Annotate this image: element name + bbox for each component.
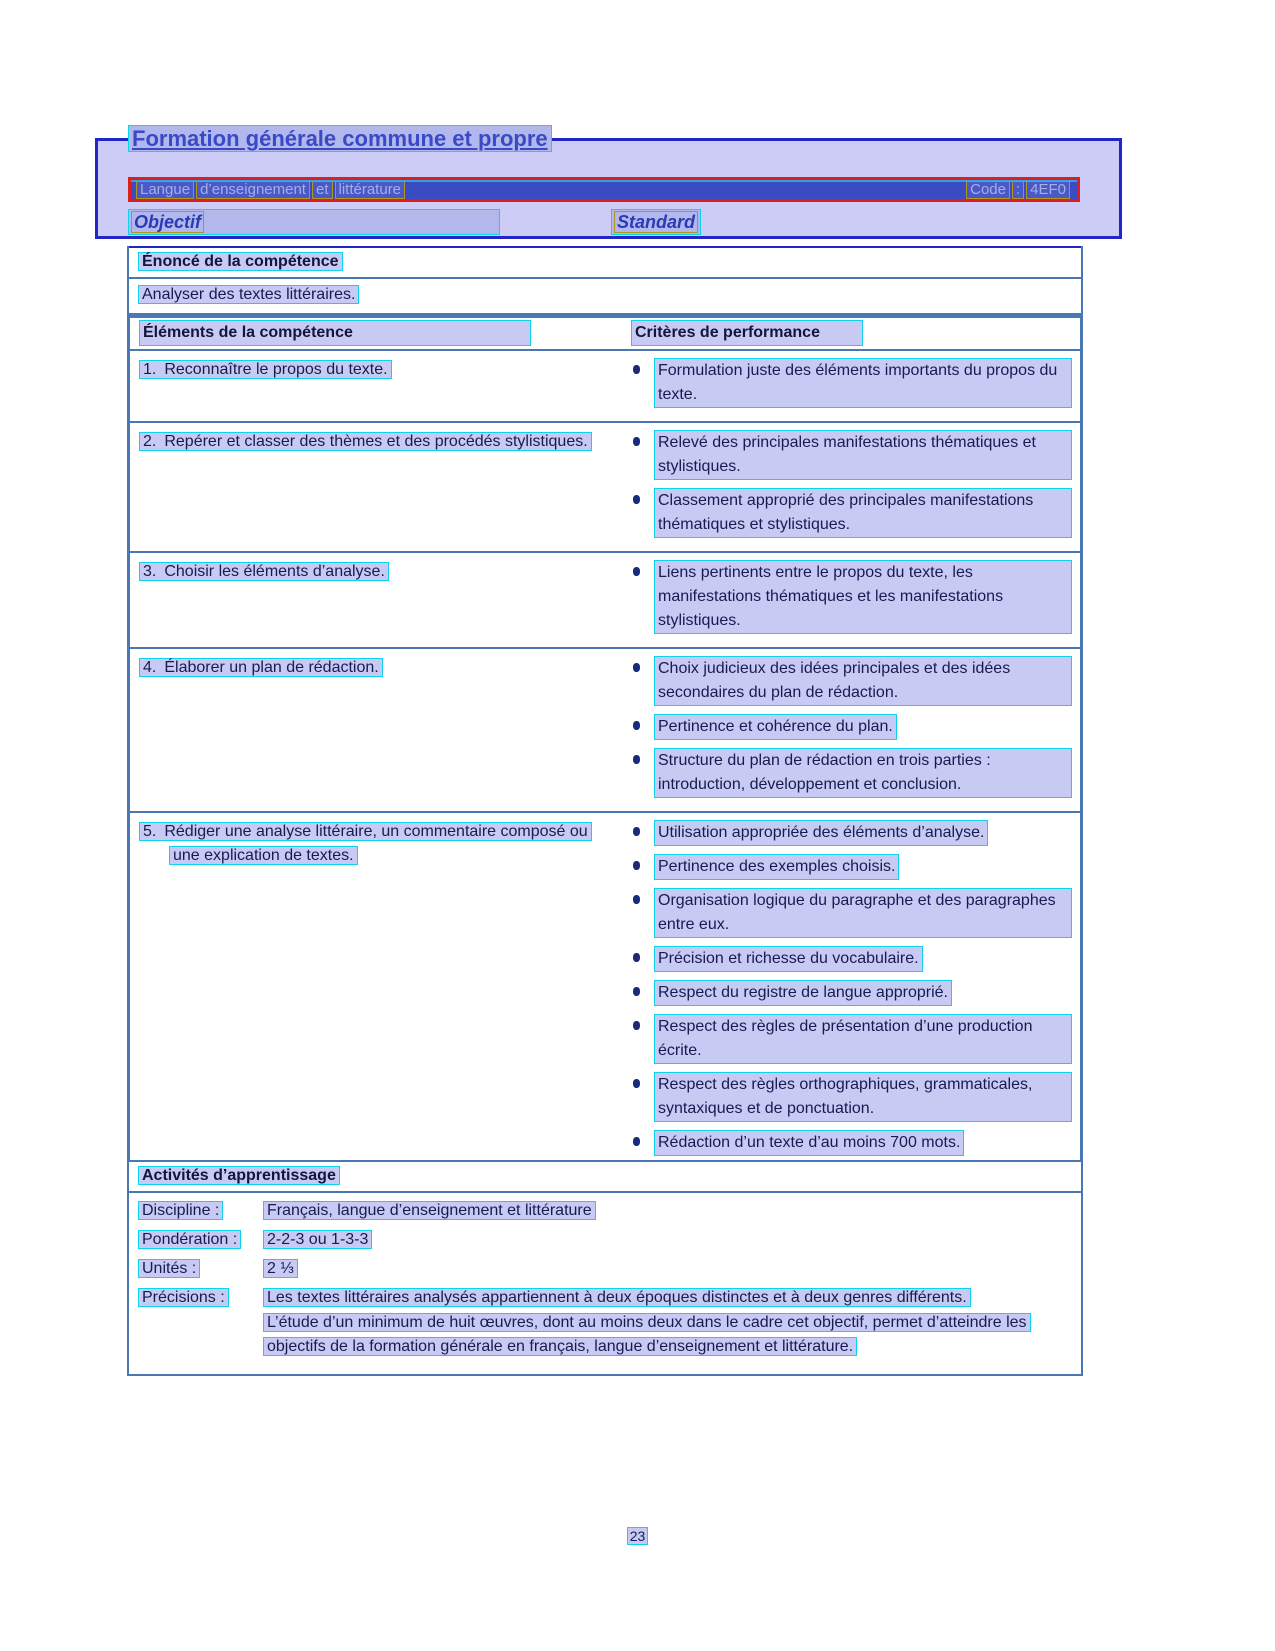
- bullet-icon: [633, 987, 640, 996]
- element-cell: [139, 430, 631, 538]
- enonce-header-row: [129, 246, 1081, 279]
- table-row: [130, 647, 1080, 811]
- table-row: [130, 351, 1080, 421]
- criterion-item: [631, 1130, 1072, 1156]
- competence-table: [127, 315, 1083, 1254]
- standard-cell: [611, 209, 701, 235]
- code-label: Code: [966, 181, 1010, 199]
- element-text: 5. Rédiger une analyse littéraire, un commentaire composé ou une explication de textes.: [139, 822, 592, 865]
- criterion-item: [631, 560, 1072, 634]
- discipline-bar: [128, 177, 1080, 202]
- field-value-cell: [263, 1228, 1072, 1253]
- field-label-cell: [138, 1199, 263, 1224]
- activites-header: Activités d’apprentissage: [138, 1166, 340, 1185]
- code-separator: :: [1012, 181, 1024, 199]
- discipline-title-word: Langue: [136, 181, 194, 199]
- field-label: Discipline :: [138, 1201, 223, 1220]
- field-label: Unités :: [138, 1259, 200, 1278]
- standard-highlight: [611, 209, 701, 235]
- criteria-cell: [631, 430, 1072, 538]
- field-value-line: Les textes littéraires analysés appartiennent à deux époques distinctes et à deux genres différents.: [263, 1288, 971, 1307]
- field-value-line: 2 ⅓: [263, 1259, 298, 1278]
- enonce-body-row: [129, 279, 1081, 313]
- bullet-icon: [633, 495, 640, 504]
- objectif-label: Objectif: [131, 211, 204, 233]
- table-row: [130, 811, 1080, 1169]
- field-value-line: Français, langue d’enseignement et littérature: [263, 1201, 596, 1220]
- criterion-text: Respect des règles orthographiques, grammaticales, syntaxiques et de ponctuation.: [654, 1072, 1072, 1122]
- enonce-table: [127, 246, 1083, 315]
- criteria-cell: [631, 560, 1072, 634]
- criterion-text: Respect du registre de langue approprié.: [654, 980, 952, 1006]
- activites-field: [138, 1228, 1072, 1253]
- criterion-item: [631, 430, 1072, 480]
- bullet-icon: [633, 567, 640, 576]
- criterion-text: Classement approprié des principales manifestations thématiques et stylistiques.: [654, 488, 1072, 538]
- criterion-item: [631, 748, 1072, 798]
- criterion-text: Pertinence et cohérence du plan.: [654, 714, 897, 740]
- criterion-text: Précision et richesse du vocabulaire.: [654, 946, 923, 972]
- criterion-item: [631, 854, 1072, 880]
- criteria-cell: [631, 656, 1072, 798]
- activites-table: [127, 1160, 1083, 1376]
- competence-rows: [130, 351, 1080, 1251]
- objectif-cell: [128, 209, 611, 235]
- objectif-standard-row: [128, 209, 1080, 235]
- col1-header: Éléments de la compétence: [139, 320, 531, 346]
- criterion-item: [631, 656, 1072, 706]
- bullet-icon: [633, 827, 640, 836]
- bullet-icon: [633, 721, 640, 730]
- criterion-item: [631, 488, 1072, 538]
- field-label: Pondération :: [138, 1230, 241, 1249]
- element-cell: [139, 358, 631, 408]
- criterion-item: [631, 946, 1072, 972]
- criterion-text: Liens pertinents entre le propos du texte, les manifestations thématiques et les manifestations stylistiques.: [654, 560, 1072, 634]
- criterion-item: [631, 980, 1072, 1006]
- discipline-title-word: littérature: [335, 181, 406, 199]
- page-number: 23: [627, 1527, 649, 1545]
- header-box: [95, 126, 1122, 239]
- code-value: 4EF0: [1026, 181, 1070, 199]
- criterion-text: Choix judicieux des idées principales et des idées secondaires du plan de rédaction.: [654, 656, 1072, 706]
- field-label-cell: [138, 1286, 263, 1360]
- page-title: [128, 127, 552, 154]
- standard-label: Standard: [614, 211, 698, 233]
- field-value-cell: [263, 1286, 1072, 1360]
- enonce-header: Énoncé de la compétence: [138, 252, 343, 271]
- element-text: 4. Élaborer un plan de rédaction.: [139, 658, 383, 677]
- criteria-cell: [631, 358, 1072, 408]
- criterion-item: [631, 1014, 1072, 1064]
- activites-body: [129, 1193, 1081, 1374]
- bullet-icon: [633, 1021, 640, 1030]
- competence-table-header: [130, 318, 1080, 351]
- field-value-cell: [263, 1199, 1072, 1224]
- discipline-title-word: d’enseignement: [196, 181, 310, 199]
- bullet-icon: [633, 437, 640, 446]
- field-value-line: L’étude d’un minimum de huit œuvres, dont au moins deux dans le cadre cet objectif, permet d’atteindre les objectifs de la formation générale en français, langue d’enseignement et littérature.: [263, 1313, 1031, 1356]
- enonce-statement: Analyser des textes littéraires.: [138, 285, 359, 304]
- bullet-icon: [633, 663, 640, 672]
- discipline-title: [136, 181, 407, 199]
- field-label-cell: [138, 1228, 263, 1253]
- criterion-item: [631, 1072, 1072, 1122]
- bullet-icon: [633, 1137, 640, 1146]
- field-value-cell: [263, 1257, 1072, 1282]
- criterion-item: [631, 888, 1072, 938]
- field-label-cell: [138, 1257, 263, 1282]
- bullet-icon: [633, 755, 640, 764]
- element-cell: [139, 820, 631, 1156]
- objectif-highlight: [128, 209, 500, 235]
- course-code: [966, 181, 1072, 199]
- col2-header: Critères de performance: [631, 320, 863, 346]
- bullet-icon: [633, 895, 640, 904]
- criterion-text: Formulation juste des éléments importants du propos du texte.: [654, 358, 1072, 408]
- criterion-text: Organisation logique du paragraphe et des paragraphes entre eux.: [654, 888, 1072, 938]
- criterion-text: Utilisation appropriée des éléments d’analyse.: [654, 820, 988, 846]
- bullet-icon: [633, 1079, 640, 1088]
- criterion-item: [631, 358, 1072, 408]
- table-row: [130, 551, 1080, 647]
- criterion-item: [631, 714, 1072, 740]
- col1-header-cell: [139, 320, 631, 346]
- field-label: Précisions :: [138, 1288, 229, 1307]
- criterion-text: Pertinence des exemples choisis.: [654, 854, 899, 880]
- bullet-icon: [633, 861, 640, 870]
- bullet-icon: [633, 953, 640, 962]
- element-cell: [139, 560, 631, 634]
- table-row: [130, 421, 1080, 551]
- criterion-item: [631, 820, 1072, 846]
- col2-header-cell: [631, 320, 1080, 346]
- criteria-cell: [631, 820, 1072, 1156]
- activites-field: [138, 1286, 1072, 1360]
- element-text: 3. Choisir les éléments d’analyse.: [139, 562, 389, 581]
- criterion-text: Structure du plan de rédaction en trois parties : introduction, développement et conclusion.: [654, 748, 1072, 798]
- page-footer: [0, 1524, 1275, 1549]
- bullet-icon: [633, 365, 640, 374]
- element-cell: [139, 656, 631, 798]
- criterion-text: Relevé des principales manifestations thématiques et stylistiques.: [654, 430, 1072, 480]
- activites-header-row: [129, 1162, 1081, 1193]
- activites-field: [138, 1257, 1072, 1282]
- discipline-title-word: et: [312, 181, 333, 199]
- criterion-text: Rédaction d’un texte d’au moins 700 mots.: [654, 1130, 964, 1156]
- field-value-line: 2-2-3 ou 1-3-3: [263, 1230, 372, 1249]
- element-text: 1. Reconnaître le propos du texte.: [139, 360, 392, 379]
- criterion-text: Respect des règles de présentation d’une production écrite.: [654, 1014, 1072, 1064]
- page-title-text: Formation générale commune et propre: [128, 125, 552, 152]
- element-text: 2. Repérer et classer des thèmes et des procédés stylistiques.: [139, 432, 592, 451]
- activites-field: [138, 1199, 1072, 1224]
